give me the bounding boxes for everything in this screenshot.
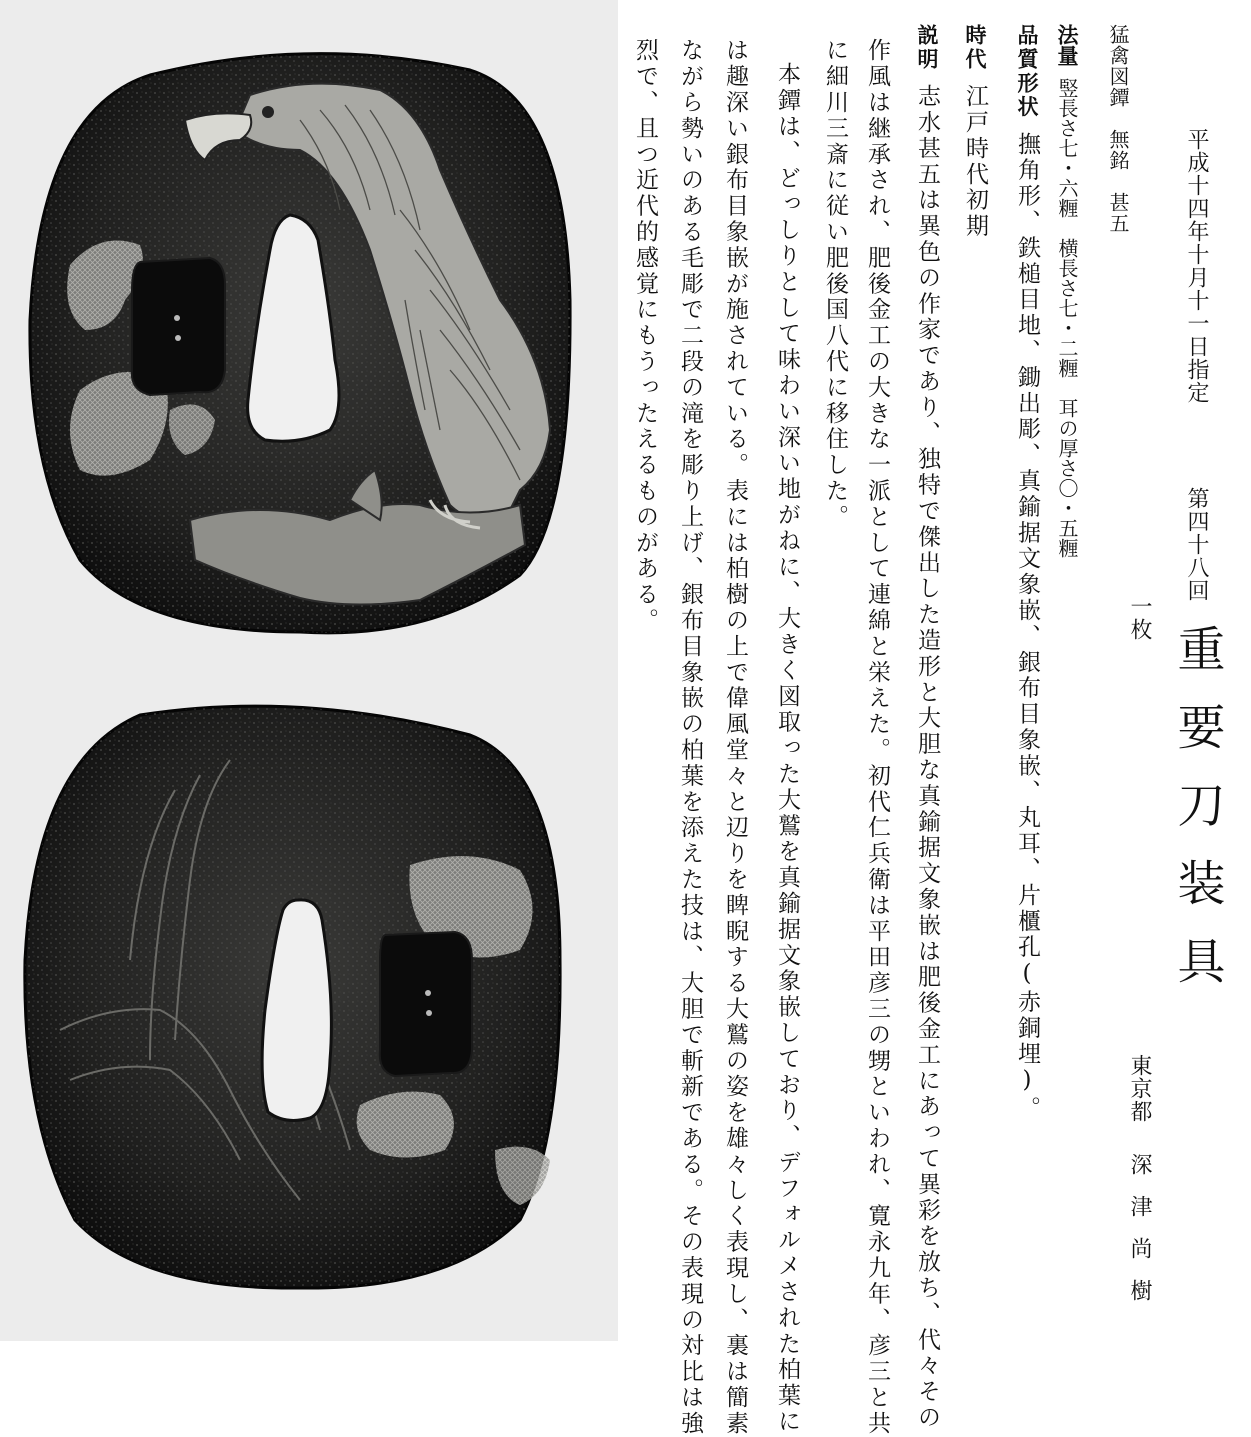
quality-label: 品質形状 bbox=[1015, 24, 1039, 120]
period-row bbox=[963, 24, 986, 239]
quality-value: 撫角形、鉄槌目地、鋤出彫、真鍮据文象嵌、銀布目象嵌、丸耳、片櫃孔(赤銅埋)。 bbox=[1014, 131, 1040, 1122]
description-label: 説明 bbox=[915, 24, 939, 72]
period-value: 江戸時代初期 bbox=[962, 83, 988, 240]
measure-label: 法量 bbox=[1055, 24, 1079, 66]
photo-panel bbox=[0, 0, 618, 1341]
tsuba-front-photo bbox=[30, 54, 570, 633]
description-line: ながら勢いのある毛彫で二段の滝を彫り上げ、銀布目象嵌の柏葉を添えた技は、大胆で斬新である。その表現の対比は強 bbox=[677, 38, 703, 1437]
description-line: に細川三斎に従い肥後国八代に移住した。 bbox=[822, 38, 848, 531]
measure-row bbox=[1056, 24, 1077, 558]
period-label: 時代 bbox=[963, 24, 987, 72]
item-name: 猛禽図鐔 無銘 甚五 bbox=[1106, 24, 1130, 234]
page-title: 重要刀装具 bbox=[1169, 624, 1225, 1014]
tsuba-photos bbox=[0, 0, 618, 1341]
quality-row bbox=[1015, 24, 1038, 1122]
owner-name: 深津尚樹 bbox=[1127, 1153, 1152, 1321]
description-line: 本鐔は、どっしりとして味わい深い地がねに、大きく図取った大鷲を真鍮据文象嵌しており、デフォルメされた柏葉に bbox=[774, 62, 800, 1435]
designation-date: 平成十四年十月十一日指定 bbox=[1184, 128, 1209, 404]
item-count: 一枚 bbox=[1127, 595, 1152, 641]
session-number: 第四十八回 bbox=[1184, 487, 1209, 602]
measure-value: 竪長さ七・六糎 横長さ七・二糎 耳の厚さ〇・五糎 bbox=[1055, 78, 1079, 558]
description-line: 志水甚五は異色の作家であり、独特で傑出した造形と大胆な真鍮据文象嵌は肥後金工にあって異彩を放ち、代々その bbox=[914, 83, 940, 1431]
description-row-1 bbox=[915, 24, 938, 1431]
description-line: は趣深い銀布目象嵌が施されている。表には柏樹の上で偉風堂々と辺りを睥睨する大鷲の姿を雄々しく表現し、裏は簡素 bbox=[722, 38, 748, 1437]
owner-region: 東京都 bbox=[1127, 1054, 1152, 1123]
description-line: 烈で、且つ近代的感覚にもうったえるものがある。 bbox=[632, 38, 658, 634]
description-line: 作風は継承され、肥後金工の大きな一派として連綿と栄えた。初代仁兵衛は平田彦三の甥といわれ、寛永九年、彦三と共 bbox=[864, 38, 890, 1437]
tsuba-back-photo bbox=[25, 706, 560, 1288]
